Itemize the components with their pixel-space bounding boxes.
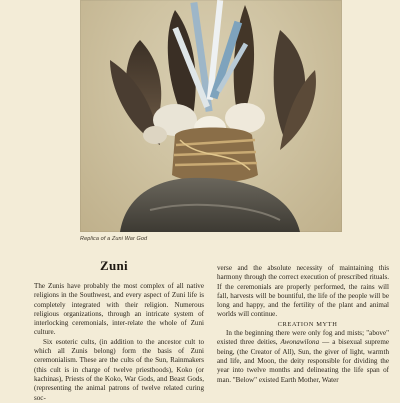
paragraph: Six esoteric cults, (in addition to the ancestor cult to which all Zunis belong) form the basis of Zuni ceremonialism. These are the cults of the Sun, Rainmakers (this cult is in charge of twelve priesthoods), Koko (or kachinas), Priests of the Koko, War Gods, and Beast Gods, (representing the animal patrons of twelve related curing soc-: [34, 337, 204, 402]
right-column: [217, 264, 389, 385]
war-god-illustration: [80, 0, 342, 232]
text-run: — a bisexual supreme being, (the Creator of All), Sun, the giver of light, warmth and life, and Moon, the deity responsible for dividing the year into twelve months and delineating the life span of man. "Below" existed Earth Mother, Water: [217, 338, 389, 384]
deity-name: Awonawilona: [280, 338, 320, 347]
war-god-photo: [80, 0, 342, 232]
article-title: Zuni: [100, 258, 128, 273]
text-run: In the beginning there were only fog and mists; "above" existed three deities,: [217, 329, 389, 347]
paragraph: verse and the absolute necessity of maintaining this harmony through the correct execution of prescribed rituals. If the ceremonials are properly performed, the rains will fall, harvests will be bountiful, the life of the people will be long and happy, and the fertility of the plant and animal worlds will continue.: [217, 264, 389, 319]
photo-caption: Replica of a Zuni War God: [80, 236, 148, 242]
paragraph: [217, 329, 389, 385]
paragraph: The Zunis have probably the most complex of all native religions in the Southwest, and every aspect of Zuni life is completely integrated with their religion. Numerous religious organizations, through an intricate system of interlocking ceremonials, inter-relate the whole of Zuni culture.: [34, 282, 204, 337]
left-column: [34, 282, 204, 403]
section-heading: CREATION MYTH: [277, 320, 338, 328]
